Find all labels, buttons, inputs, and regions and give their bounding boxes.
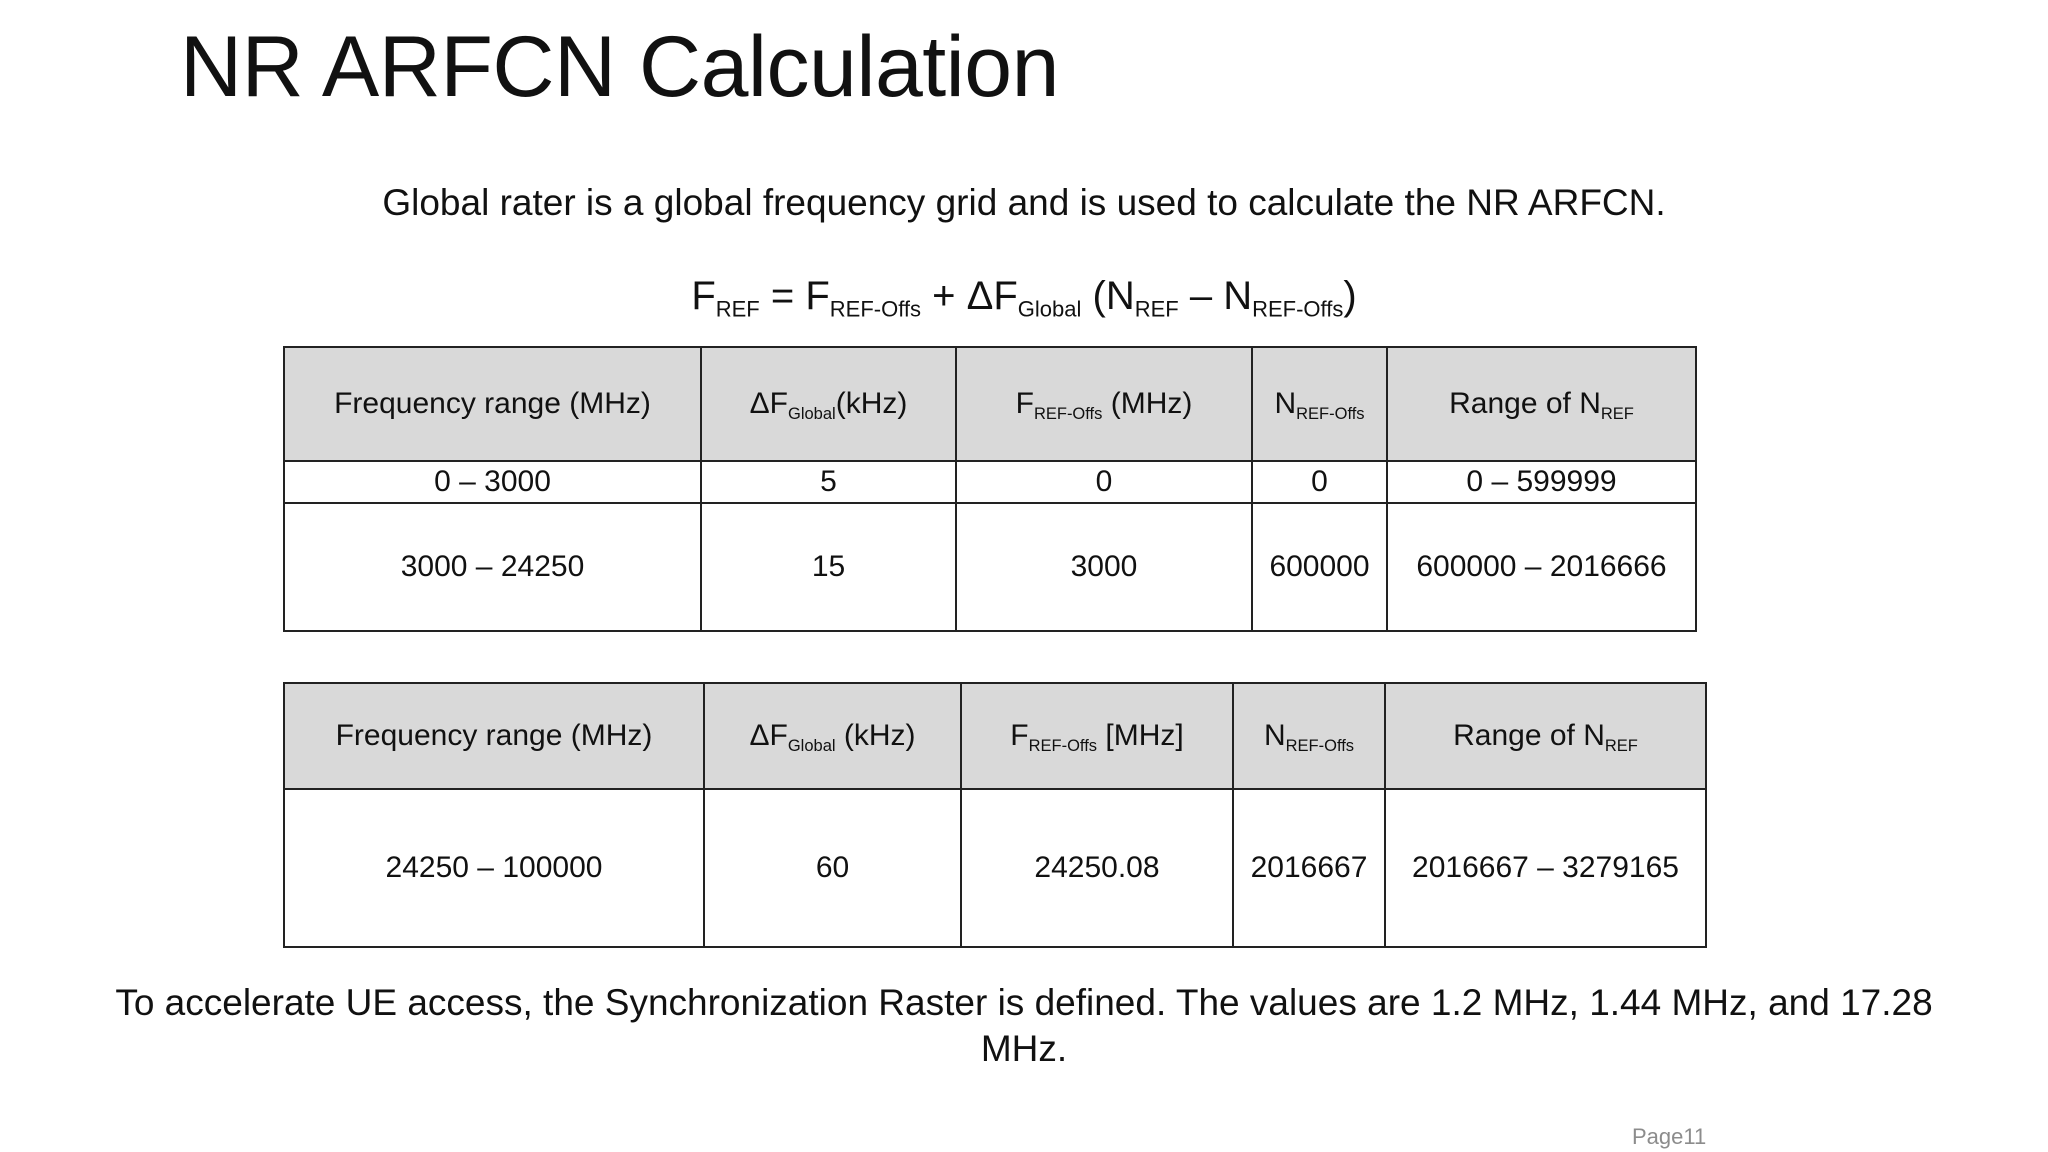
header-delta-f-global: $\Delta F_{Global}$ (kHz) xyxy=(704,683,961,789)
sync-raster-note: To accelerate UE access, the Synchronization Raster is defined. The values are 1.2 MHz, 1.44 MHz, and 17.28 MHz. xyxy=(115,982,1933,1069)
cell-delta-f-global: 15 xyxy=(701,503,956,631)
cell-delta-f-global: 5 xyxy=(701,461,956,503)
cell-n-ref-offs: 600000 xyxy=(1252,503,1387,631)
header-range-of-n-ref: Range of $N_{REF}$ xyxy=(1387,347,1696,461)
cell-n-ref-offs: 2016667 xyxy=(1233,789,1385,947)
formula-delta-f: ΔF xyxy=(966,274,1018,318)
table-row xyxy=(284,503,1696,631)
header-f-ref-offs: $F_{REF-Offs}$ [MHz] xyxy=(961,683,1233,789)
cell-frequency-range: 0 – 3000 xyxy=(284,461,701,503)
table-row xyxy=(284,789,1706,947)
header-delta-f-global: $\Delta F_{Global}(kHz)$ xyxy=(701,347,956,461)
cell-frequency-range: 3000 – 24250 xyxy=(284,503,701,631)
table-header-row xyxy=(284,347,1696,461)
formula-ref-sub: REF xyxy=(715,296,760,322)
header-frequency-range: Frequency range (MHz) xyxy=(284,683,704,789)
formula-global-sub: Global xyxy=(1017,296,1082,322)
formula-minus: – N xyxy=(1178,274,1253,318)
cell-n-ref-offs: 0 xyxy=(1252,461,1387,503)
cell-range-of-n-ref: 2016667 – 3279165 xyxy=(1385,789,1706,947)
header-n-ref-offs: $N_{REF-Offs}$ xyxy=(1252,347,1387,461)
formula-f2: F xyxy=(805,274,830,318)
raster-table-fr1 xyxy=(283,346,1697,632)
cell-delta-f-global: 60 xyxy=(704,789,961,947)
header-range-of-n-ref: Range of $N_{REF}$ xyxy=(1385,683,1706,789)
raster-table-fr2 xyxy=(283,682,1707,948)
arfcn-formula xyxy=(0,274,2048,322)
header-f-ref-offs: $F_{REF-Offs}$ (MHz) xyxy=(956,347,1252,461)
header-frequency-range: Frequency range (MHz) xyxy=(284,347,701,461)
page-number: Page11 xyxy=(1632,1124,1707,1149)
formula-close: ) xyxy=(1343,274,1357,318)
formula-f: F xyxy=(691,274,716,318)
cell-f-ref-offs: 0 xyxy=(956,461,1252,503)
slide-subtitle: Global rater is a global frequency grid and is used to calculate the NR ARFCN. xyxy=(382,182,1666,223)
formula-n-ref-offs-sub: REF-Offs xyxy=(1252,296,1344,322)
header-n-ref-offs: $N_{REF-Offs}$ xyxy=(1233,683,1385,789)
formula-equals: = xyxy=(759,274,806,318)
table-row xyxy=(284,461,1696,503)
formula-ref-offs-sub: REF-Offs xyxy=(829,296,922,322)
slide-title: NR ARFCN Calculation xyxy=(180,19,1059,115)
formula-open: (N xyxy=(1081,274,1135,318)
table-header-row xyxy=(284,683,1706,789)
cell-f-ref-offs: 3000 xyxy=(956,503,1252,631)
cell-f-ref-offs: 24250.08 xyxy=(961,789,1233,947)
cell-range-of-n-ref: 0 – 599999 xyxy=(1387,461,1696,503)
formula-plus: + xyxy=(921,274,967,318)
cell-range-of-n-ref: 600000 – 2016666 xyxy=(1387,503,1696,631)
formula-n-ref-sub: REF xyxy=(1134,296,1179,322)
cell-frequency-range: 24250 – 100000 xyxy=(284,789,704,947)
